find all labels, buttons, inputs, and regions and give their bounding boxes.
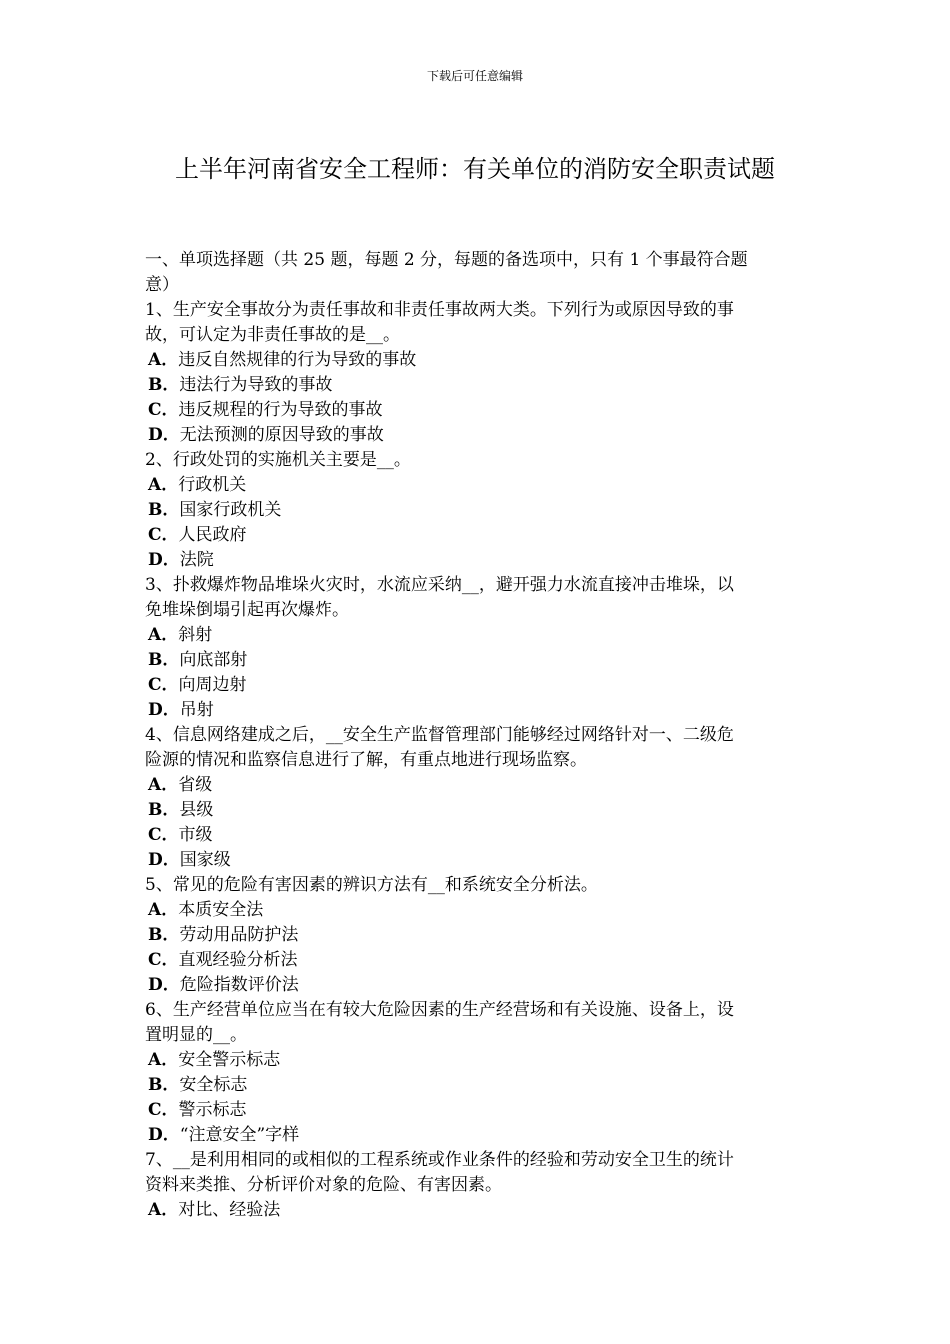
option-a [145,473,807,498]
option-c [145,823,807,848]
option-d [145,1123,807,1148]
option-b [145,1073,807,1098]
option-b [145,498,807,523]
option-text: 违反自然规律的行为导致的事故 [178,350,417,370]
option-letter: D． [148,975,180,995]
option-letter: D． [148,1125,180,1145]
option-text: 吊射 [179,700,214,720]
document-content [145,248,807,1223]
option-letter: A． [148,1050,179,1070]
option-letter: D． [148,550,180,570]
option-letter: B． [148,650,180,670]
option-letter: A． [148,775,179,795]
question-3 [145,573,807,723]
option-letter: B． [148,800,180,820]
option-letter: C． [148,675,179,695]
option-text: 向周边射 [178,675,247,695]
option-letter: B． [148,925,180,945]
option-text: 危险指数评价法 [179,975,299,995]
option-letter: C． [148,825,179,845]
option-text: 违法行为导致的事故 [179,375,333,395]
option-text: 直观经验分析法 [178,950,298,970]
option-letter: A． [148,475,179,495]
option-letter: A． [148,1200,179,1220]
option-letter: B． [148,500,180,520]
option-c [145,1098,807,1123]
header-note: 下载后可任意编辑 [426,69,523,83]
question-2 [145,448,807,573]
option-letter: D． [148,850,180,870]
option-text: 对比、经验法 [178,1200,281,1220]
question-text-line: 1、生产安全事故分为责任事故和非责任事故两大类。下列行为或原因导致的事 [145,300,734,320]
option-letter: D． [148,425,180,445]
option-c [145,948,807,973]
option-letter: B． [148,1075,180,1095]
option-text: 国家行政机关 [179,500,282,520]
option-text: 县级 [179,800,214,820]
option-a [145,623,807,648]
option-letter: A． [148,900,179,920]
question-text-line: 险源的情况和监察信息进行了解，有重点地进行现场监察。 [145,750,587,770]
option-letter: A． [148,625,179,645]
option-d [145,548,807,573]
option-d [145,848,807,873]
question-text-line: 6、生产经营单位应当在有较大危险因素的生产经营场和有关设施、设备上，设 [145,1000,734,1020]
option-text: 斜射 [178,625,213,645]
option-text: 行政机关 [178,475,247,495]
option-c [145,673,807,698]
option-d [145,423,807,448]
option-text: 省级 [178,775,213,795]
question-text-line: 4、信息网络建成之后，__安全生产监督管理部门能够经过网络针对一、二级危 [145,725,734,745]
question-7 [145,1148,807,1223]
question-text-line: 5、常见的危险有害因素的辨识方法有__和系统安全分析法。 [145,875,598,895]
option-letter: C． [148,400,179,420]
option-letter: A． [148,350,179,370]
option-c [145,523,807,548]
option-a [145,348,807,373]
option-text: “注意安全”字样 [179,1125,300,1145]
option-a [145,898,807,923]
option-text: 无法预测的原因导致的事故 [179,425,384,445]
option-b [145,648,807,673]
option-text: 安全警示标志 [178,1050,281,1070]
question-5 [145,873,807,998]
option-text: 本质安全法 [178,900,264,920]
option-text: 警示标志 [178,1100,247,1120]
option-d [145,698,807,723]
option-letter: C． [148,525,179,545]
option-letter: C． [148,1100,179,1120]
option-a [145,1198,807,1223]
option-text: 劳动用品防护法 [179,925,299,945]
option-text: 国家级 [179,850,231,870]
option-text: 市级 [178,825,213,845]
question-text-line: 故，可认定为非责任事故的是__。 [145,325,400,345]
question-text-line: 7、__是利用相同的或相似的工程系统或作业条件的经验和劳动安全卫生的统计 [145,1150,734,1170]
question-text-line: 置明显的__。 [145,1025,247,1045]
option-a [145,773,807,798]
option-text: 向底部射 [179,650,248,670]
question-text-line: 资料来类推、分析评价对象的危险、有害因素。 [145,1175,502,1195]
option-text: 违反规程的行为导致的事故 [178,400,383,420]
option-b [145,923,807,948]
option-text: 安全标志 [179,1075,248,1095]
question-6 [145,998,807,1148]
option-d [145,973,807,998]
option-b [145,373,807,398]
option-letter: C． [148,950,179,970]
document-title: 上半年河南省安全工程师：有关单位的消防安全职责试题 [175,155,775,183]
option-letter: D． [148,700,180,720]
question-text-line: 免堆垛倒塌引起再次爆炸。 [145,600,349,620]
option-text: 人民政府 [178,525,247,545]
question-text-line: 2、行政处罚的实施机关主要是__。 [145,450,411,470]
question-text-line: 3、扑救爆炸物品堆垛火灾时，水流应采纳__，避开强力水流直接冲击堆垛，以 [145,575,734,595]
section-heading-line-1: 一、单项选择题（共 25 题，每题 2 分，每题的备选项中，只有 1 个事最符合题 [145,250,748,270]
option-letter: B． [148,375,180,395]
section-heading-line-2: 意） [145,275,179,295]
question-1 [145,298,807,448]
option-a [145,1048,807,1073]
option-text: 法院 [179,550,214,570]
option-c [145,398,807,423]
option-b [145,798,807,823]
question-4 [145,723,807,873]
